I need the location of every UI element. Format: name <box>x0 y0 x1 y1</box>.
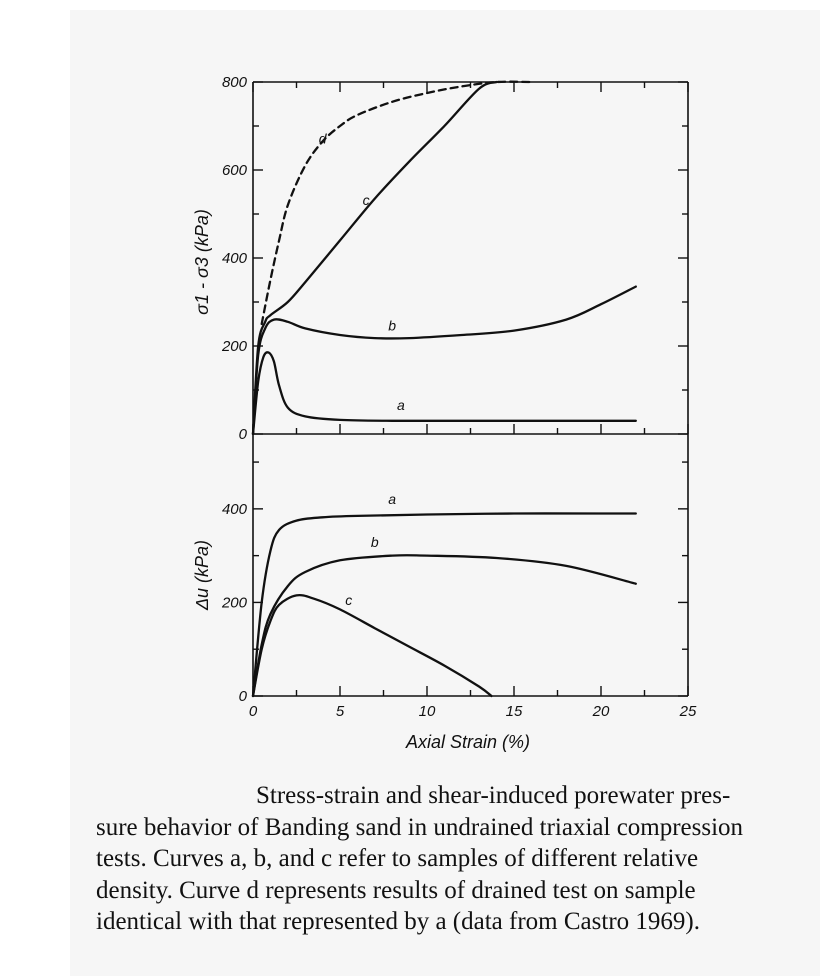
y-tick-label: 200 <box>221 594 247 612</box>
x-tick-label: 0 <box>248 703 258 720</box>
curve-b-line <box>253 555 636 696</box>
curve-c-line <box>253 595 491 696</box>
y-tick-label: 200 <box>221 338 247 355</box>
top-panel-deviator-stress <box>221 74 688 443</box>
y-tick-label: 0 <box>238 426 247 443</box>
curve-d-line <box>262 82 532 324</box>
bottom-y-axis-title: Δu (kPa) <box>192 539 212 611</box>
curve-d-label: d <box>318 130 327 147</box>
caption-line: sure behavior of Banding sand in undrained triaxial compression <box>96 813 744 841</box>
x-tick-label: 25 <box>679 703 697 720</box>
curve-b-label: b <box>370 534 379 551</box>
x-tick-label: 5 <box>335 703 345 720</box>
caption-line: tests. Curves a, b, and c refer to samples of different relative <box>96 845 699 872</box>
curve-b-label: b <box>388 317 397 334</box>
figure-caption <box>96 780 808 938</box>
curve-c-label: c <box>345 591 353 608</box>
top-y-axis-title: σ1 - σ3 (kPa) <box>192 209 212 315</box>
curve-a-label: a <box>388 491 397 508</box>
x-tick-label: 15 <box>505 703 523 720</box>
x-tick-label: 10 <box>418 703 436 720</box>
y-tick-label: 400 <box>221 250 247 267</box>
x-axis-title: Axial Strain (%) <box>405 732 531 752</box>
curve-c-line <box>253 82 497 434</box>
curve-a-line <box>253 513 636 696</box>
y-tick-label: 400 <box>221 500 247 518</box>
y-tick-label: 0 <box>238 688 247 705</box>
curve-a-label: a <box>397 396 405 413</box>
curve-a-line <box>253 352 636 434</box>
caption-line: density. Curve d represents results of drained test on sample <box>96 876 696 904</box>
x-tick-label: 20 <box>592 703 610 720</box>
caption-line: identical with that represented by a (data from Castro 1969). <box>96 908 700 935</box>
bottom-panel-porewater-pressure <box>221 434 697 720</box>
y-tick-label: 800 <box>221 74 247 91</box>
y-tick-label: 600 <box>221 162 247 179</box>
caption-line: Stress-strain and shear-induced porewater pres- <box>256 782 731 809</box>
curve-b-line <box>253 287 636 434</box>
curve-c-label: c <box>362 192 370 209</box>
